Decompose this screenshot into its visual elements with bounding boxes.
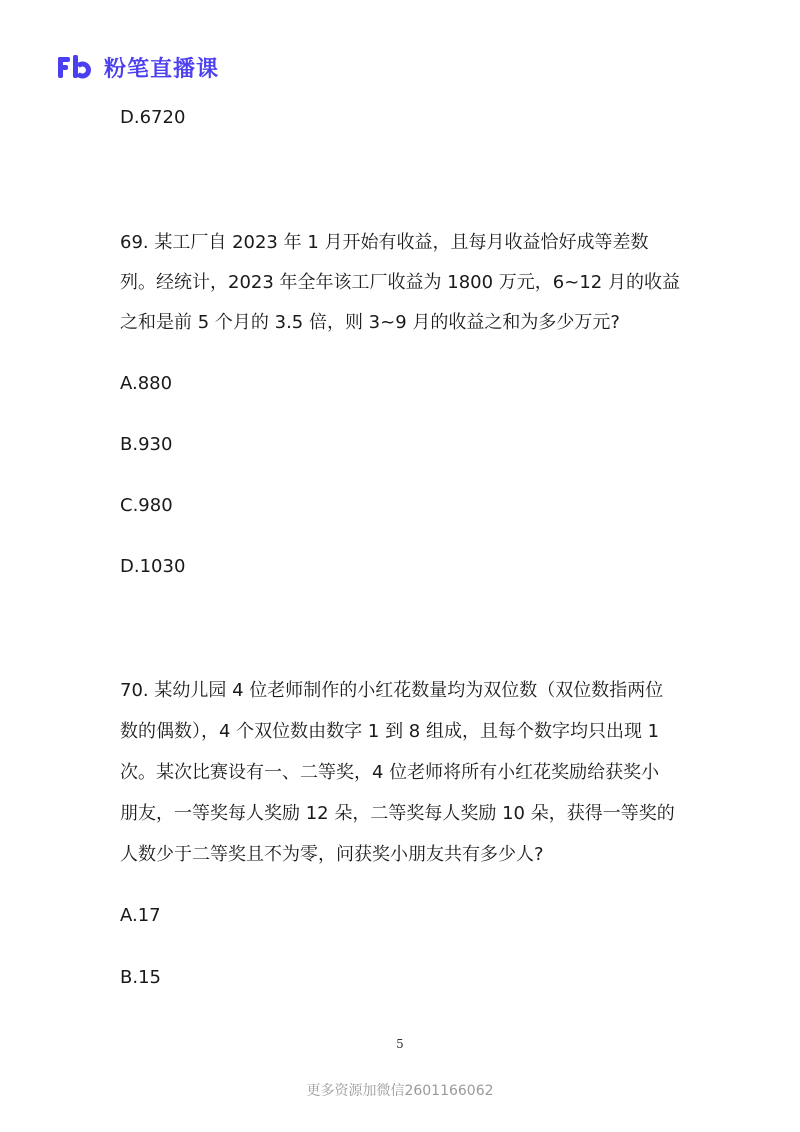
previous-option-d: D.6720	[120, 107, 186, 128]
q70-line-4: 朋友，一等奖每人奖励 12 朵，二等奖每人奖励 10 朵，获得一等奖的	[120, 803, 675, 824]
q70-line-2: 数的偶数），4 个双位数由数字 1 到 8 组成，且每个数字均只出现 1	[120, 721, 660, 742]
q70-line-5: 人数少于二等奖且不为零，问获奖小朋友共有多少人?	[120, 844, 544, 865]
q69-option-b: B.930	[120, 434, 173, 455]
q69-line-3: 之和是前 5 个月的 3.5 倍，则 3~9 月的收益之和为多少万元?	[120, 312, 620, 333]
header-brand	[56, 50, 219, 84]
brand-name: 粉笔直播课	[104, 56, 220, 82]
q70-option-a: A.17	[120, 905, 161, 926]
q70-line-1: 70. 某幼儿园 4 位老师制作的小红花数量均为双位数（双位数指两位	[120, 680, 664, 701]
q69-option-c: C.980	[120, 495, 173, 516]
fenbi-logo-icon	[56, 52, 94, 82]
q70-line-3: 次。某次比赛设有一、二等奖，4 位老师将所有小红花奖励给获奖小	[120, 762, 660, 783]
page-number: 5	[396, 1037, 404, 1051]
q70-option-b: B.15	[120, 967, 161, 988]
q69-option-a: A.880	[120, 373, 173, 394]
q69-option-d: D.1030	[120, 556, 186, 577]
footer-note: 更多资源加微信2601166062	[306, 1083, 494, 1099]
q69-line-2: 列。经统计，2023 年全年该工厂收益为 1800 万元，6~12 月的收益	[120, 272, 680, 293]
q69-line-1: 69. 某工厂自 2023 年 1 月开始有收益，且每月收益恰好成等差数	[120, 232, 649, 253]
